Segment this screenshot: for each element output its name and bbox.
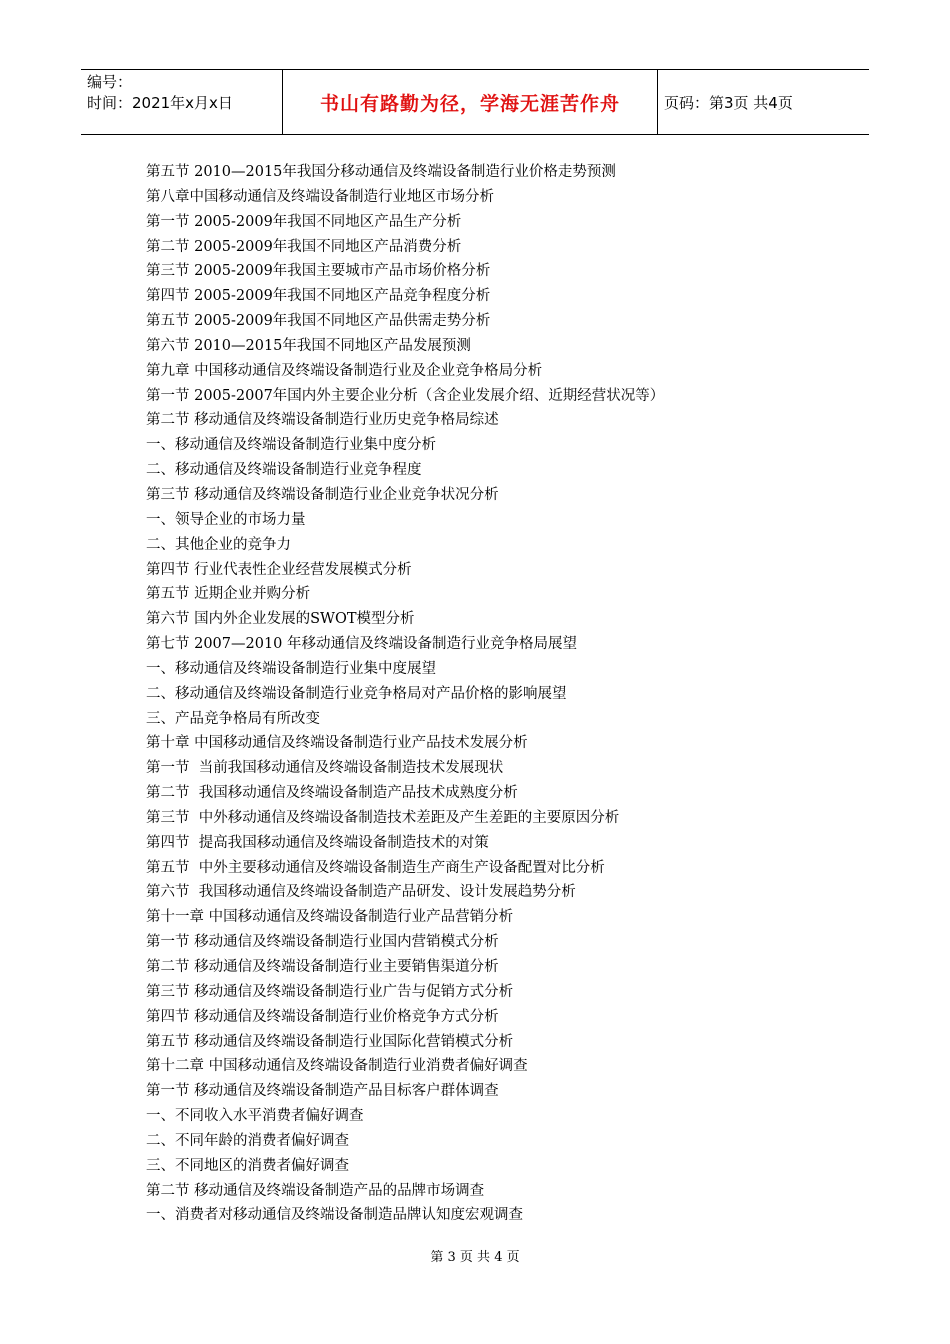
toc-line: 第二节 2005-2009年我国不同地区产品消费分析: [146, 238, 462, 255]
toc-line: 一、领导企业的市场力量: [146, 511, 306, 528]
toc-line: 第三节 移动通信及终端设备制造行业广告与促销方式分析: [146, 983, 514, 1000]
toc-line: 第七节 2007—2010 年移动通信及终端设备制造行业竞争格局展望: [146, 636, 578, 653]
toc-line: 第五节 2010—2015年我国分移动通信及终端设备制造行业价格走势预测: [146, 164, 616, 180]
toc-line: 一、消费者对移动通信及终端设备制造品牌认知度宏观调查: [146, 1207, 523, 1224]
toc-line: 第十二章 中国移动通信及终端设备制造行业消费者偏好调查: [146, 1058, 528, 1075]
table-of-contents: [146, 160, 866, 1228]
toc-line: 第三节 移动通信及终端设备制造行业企业竞争状况分析: [146, 486, 499, 503]
toc-line: 第十章 中国移动通信及终端设备制造行业产品技术发展分析: [146, 735, 528, 752]
toc-line: 第六节 2010—2015年我国不同地区产品发展预测: [146, 337, 471, 354]
toc-line: 第八章中国移动通信及终端设备制造行业地区市场分析: [146, 188, 494, 205]
toc-line: 第四节 提高我国移动通信及终端设备制造技术的对策: [146, 834, 489, 851]
toc-line: 一、移动通信及终端设备制造行业集中度分析: [146, 437, 436, 454]
toc-line: 第三节 2005-2009年我国主要城市产品市场价格分析: [146, 263, 491, 280]
toc-line: 第六节 我国移动通信及终端设备制造产品研发、设计发展趋势分析: [146, 884, 576, 901]
toc-line: 第四节 2005-2009年我国不同地区产品竞争程度分析: [146, 288, 491, 305]
toc-line: 第二节 移动通信及终端设备制造行业主要销售渠道分析: [146, 959, 499, 975]
header-meta: [81, 70, 283, 134]
header-motto: 书山有路勤为径，学海无涯苦作舟: [283, 70, 658, 134]
toc-line: 一、不同收入水平消费者偏好调查: [146, 1108, 364, 1125]
page-footer: 第 3 页 共 4 页: [430, 1250, 520, 1265]
toc-line: 第二节 移动通信及终端设备制造产品的品牌市场调查: [146, 1182, 485, 1199]
toc-line: 二、不同年龄的消费者偏好调查: [146, 1132, 349, 1149]
toc-line: 一、移动通信及终端设备制造行业集中度展望: [146, 660, 436, 677]
toc-line: 第五节 中外主要移动通信及终端设备制造生产商生产设备配置对比分析: [146, 859, 605, 876]
toc-line: 第一节 移动通信及终端设备制造产品目标客户群体调查: [146, 1083, 499, 1100]
toc-line: 第五节 移动通信及终端设备制造行业国际化营销模式分析: [146, 1033, 514, 1050]
toc-line: 第六节 国内外企业发展的SWOT模型分析: [146, 611, 415, 628]
toc-line: 三、不同地区的消费者偏好调查: [146, 1157, 349, 1174]
page-header: [81, 69, 869, 135]
toc-line: 第十一章 中国移动通信及终端设备制造行业产品营销分析: [146, 909, 514, 926]
toc-line: 第五节 2005-2009年我国不同地区产品供需走势分析: [146, 313, 491, 330]
toc-line: 第二节 移动通信及终端设备制造行业历史竞争格局综述: [146, 412, 499, 429]
header-page-info: 页码：第3页 共4页: [664, 93, 793, 112]
toc-line: 第二节 我国移动通信及终端设备制造产品技术成熟度分析: [146, 785, 518, 802]
toc-line: 第四节 行业代表性企业经营发展模式分析: [146, 561, 412, 578]
toc-line: 第三节 中外移动通信及终端设备制造技术差距及产生差距的主要原因分析: [146, 809, 620, 826]
toc-line: 第一节 当前我国移动通信及终端设备制造技术发展现状: [146, 760, 504, 777]
toc-line: 第一节 2005-2009年我国不同地区产品生产分析: [146, 213, 462, 230]
toc-line: 二、其他企业的竞争力: [146, 536, 291, 553]
toc-line: 第一节 移动通信及终端设备制造行业国内营销模式分析: [146, 934, 499, 951]
toc-line: 三、产品竞争格局有所改变: [146, 710, 320, 727]
toc-line: 第四节 移动通信及终端设备制造行业价格竞争方式分析: [146, 1008, 499, 1025]
document-number-label: 编号：: [87, 73, 133, 91]
document-time-label: 时间：2021年x月x日: [87, 94, 233, 112]
toc-line: 二、移动通信及终端设备制造行业竞争格局对产品价格的影响展望: [146, 685, 567, 702]
toc-line: 二、移动通信及终端设备制造行业竞争程度: [146, 462, 422, 479]
toc-line: 第九章 中国移动通信及终端设备制造行业及企业竞争格局分析: [146, 362, 543, 379]
toc-line: 第一节 2005-2007年国内外主要企业分析（含企业发展介绍、近期经营状况等）: [146, 387, 665, 404]
toc-line: 第五节 近期企业并购分析: [146, 586, 311, 603]
